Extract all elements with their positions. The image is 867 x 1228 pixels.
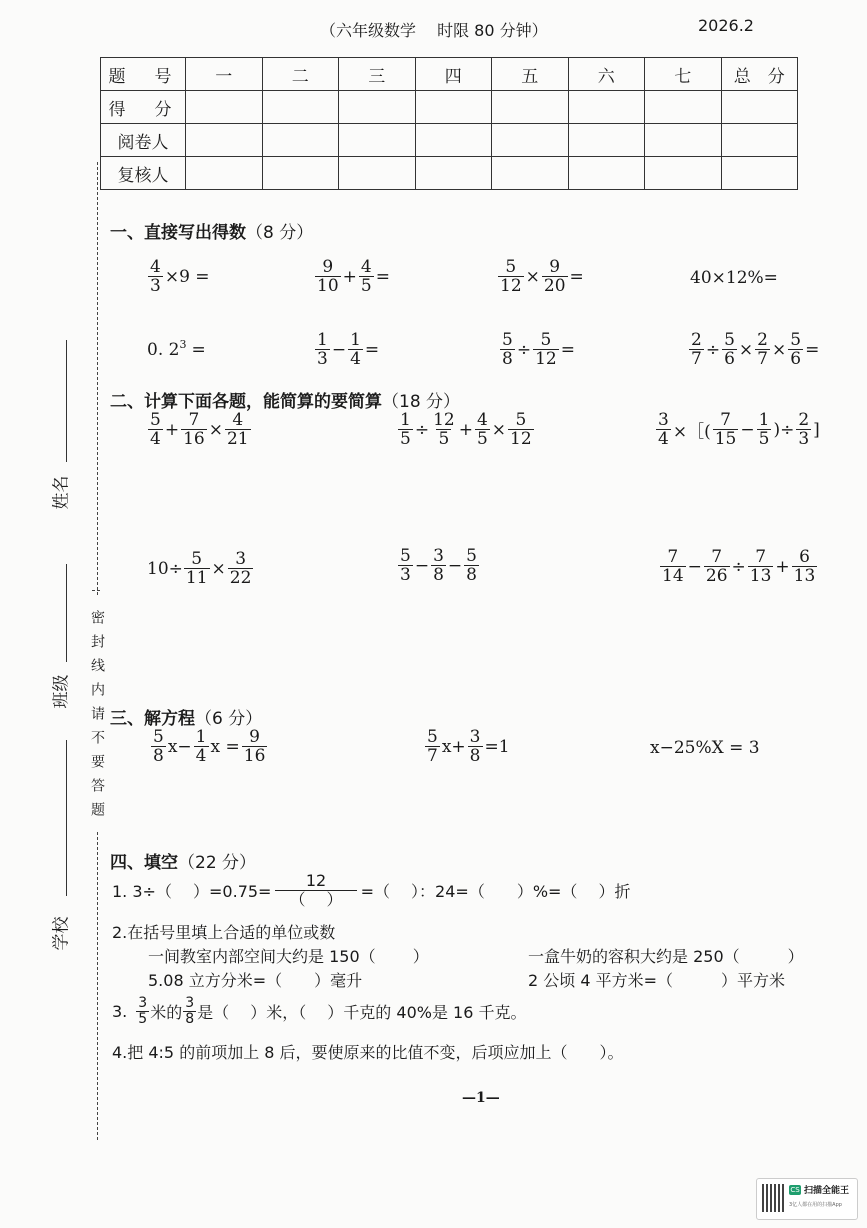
denominator: 8 <box>185 1011 195 1027</box>
numerator: 5 <box>502 330 513 350</box>
numerator: 7 <box>188 410 200 430</box>
col-header: 二 <box>262 58 339 91</box>
section-3-heading: 三、解方程 <box>110 709 195 729</box>
qr-code-icon <box>762 1184 784 1212</box>
fraction <box>425 728 440 765</box>
fraction <box>755 331 770 368</box>
reviewer-cell[interactable] <box>339 157 416 190</box>
operator: x = <box>210 736 240 757</box>
fraction <box>183 996 196 1027</box>
fraction <box>475 411 490 448</box>
answer-blank[interactable]: （ ） <box>275 890 356 909</box>
section-4-points: （22 分） <box>178 853 257 873</box>
operator: = <box>569 266 584 287</box>
denominator: 20 <box>543 276 566 296</box>
numerator: 4 <box>360 257 372 277</box>
numerator: 2 <box>798 410 810 430</box>
operator: × <box>525 266 540 287</box>
operator: x− <box>167 736 192 757</box>
numerator: 5 <box>400 546 411 566</box>
denominator: 4 <box>195 746 207 766</box>
s2-item-b <box>397 411 535 448</box>
s3-equation-a <box>150 728 268 765</box>
numerator: 3 <box>658 410 669 430</box>
operator: × <box>771 339 787 360</box>
s4-question-2c: 5.08 立方分米=（ ）毫升 <box>148 971 363 990</box>
operator: × <box>208 419 223 440</box>
row-header: 得 分 <box>101 91 186 124</box>
operator: x+ <box>441 736 466 757</box>
fraction <box>722 331 737 368</box>
fraction <box>757 411 772 448</box>
grader-row <box>101 124 798 157</box>
col-header: 七 <box>645 58 722 91</box>
section-4-heading: 四、填空 <box>110 853 178 873</box>
question-text: =（ ）：24=（ ）%=（ ）折 <box>360 882 631 901</box>
denominator: 8 <box>469 746 481 766</box>
fraction <box>656 411 671 448</box>
row-header: 复核人 <box>101 157 186 190</box>
grader-cell[interactable] <box>339 124 416 157</box>
col-header: 六 <box>568 58 645 91</box>
s2-item-c <box>655 411 821 448</box>
fraction <box>660 548 686 585</box>
operator: ] <box>813 419 820 440</box>
seal-dashed-line-upper <box>97 162 98 595</box>
numerator: 2 <box>757 330 768 350</box>
operator: = <box>805 339 820 360</box>
numerator: 12 <box>433 410 455 430</box>
fraction <box>148 258 163 295</box>
denominator: 16 <box>183 429 205 449</box>
s1-item-c <box>497 258 585 295</box>
s2-item-a <box>147 411 252 448</box>
numerator: 2 <box>691 330 702 350</box>
denominator: 12 <box>535 349 557 369</box>
score-cell[interactable] <box>186 91 263 124</box>
s1-item-a <box>147 258 211 295</box>
school-write-line[interactable] <box>66 740 67 896</box>
col-header: 四 <box>415 58 492 91</box>
denominator: 21 <box>226 429 249 449</box>
s4-question-2a: 一间教室内部空间大约是 150（ ） <box>148 947 429 966</box>
numerator: 5 <box>466 546 477 566</box>
question-number: 3. <box>112 1002 128 1021</box>
fraction <box>792 548 818 585</box>
score-cell[interactable] <box>721 91 798 124</box>
fraction <box>431 547 446 584</box>
numerator: 1 <box>195 727 207 747</box>
numerator: 1 <box>350 330 361 350</box>
numerator: 7 <box>720 410 731 430</box>
s2-item-e <box>397 547 480 584</box>
score-cell[interactable] <box>568 91 645 124</box>
denominator: 4 <box>150 429 161 449</box>
reviewer-cell[interactable] <box>186 157 263 190</box>
fraction <box>464 547 479 584</box>
denominator: 14 <box>662 566 684 586</box>
fraction <box>136 996 149 1027</box>
numerator: 5 <box>724 330 735 350</box>
class-write-line[interactable] <box>66 564 67 662</box>
s4-question-1 <box>112 872 631 909</box>
operator: ÷ <box>731 556 746 577</box>
grader-cell[interactable] <box>262 124 339 157</box>
score-cell[interactable] <box>492 91 569 124</box>
expr-text: 10÷ <box>147 558 183 579</box>
grader-cell[interactable] <box>415 124 492 157</box>
fraction <box>348 331 363 368</box>
scanner-watermark <box>756 1178 858 1220</box>
grader-cell[interactable] <box>568 124 645 157</box>
operator: + <box>342 266 357 287</box>
operator: − <box>447 555 463 576</box>
numerator: 4 <box>232 410 244 430</box>
operator: ×［( <box>672 422 711 442</box>
fraction <box>704 548 730 585</box>
fraction <box>508 411 534 448</box>
fraction <box>275 872 356 909</box>
section-2-points: （18 分） <box>382 392 461 412</box>
operator: ÷ <box>414 419 430 440</box>
numerator: 5 <box>191 549 203 569</box>
score-cell[interactable] <box>262 91 339 124</box>
numerator: 5 <box>790 330 802 350</box>
numerator: 3 <box>469 727 481 747</box>
denominator: 8 <box>153 746 164 766</box>
s4-question-4: 4.把 4:5 的前项加上 8 后，要使原来的比值不变，后项应加上（ ）。 <box>112 1043 624 1062</box>
seal-dashed-line-lower <box>97 832 98 1140</box>
exam-date: 2026.2 <box>698 16 754 35</box>
fraction <box>713 411 739 448</box>
denominator: 6 <box>790 349 802 369</box>
fraction <box>148 411 163 448</box>
exponent: 3 <box>179 338 187 351</box>
s2-item-f <box>659 548 818 585</box>
section-1-heading: 一、直接写出得数 <box>110 223 246 243</box>
fraction <box>542 258 568 295</box>
fraction <box>359 258 374 295</box>
denominator: 3 <box>400 565 411 585</box>
reviewer-cell[interactable] <box>262 157 339 190</box>
fraction <box>533 331 559 368</box>
numerator: 9 <box>249 727 260 747</box>
operator: + <box>458 419 473 440</box>
denominator: 4 <box>658 429 669 449</box>
grader-cell[interactable] <box>186 124 263 157</box>
denominator: 8 <box>466 565 477 585</box>
numerator: 5 <box>515 410 527 430</box>
numerator: 4 <box>476 410 488 430</box>
denominator: 15 <box>714 429 737 449</box>
s4-question-2b: 一盒牛奶的容积大约是 250（ ） <box>528 947 804 966</box>
denominator: 4 <box>350 349 361 369</box>
denominator: 5 <box>138 1011 148 1027</box>
operator: − <box>687 556 702 577</box>
row-header: 阅卷人 <box>101 124 186 157</box>
expr-text: ×9 = <box>164 266 210 287</box>
operator: )÷ <box>773 419 795 440</box>
numerator: 3 <box>185 995 195 1011</box>
denominator: 12 <box>510 429 532 449</box>
section-2-heading: 二、计算下面各题，能简算的要简算 <box>110 392 382 412</box>
denominator: 7 <box>691 349 702 369</box>
s4-question-3 <box>112 996 526 1027</box>
numerator: 9 <box>549 257 561 277</box>
denominator: 16 <box>243 746 266 766</box>
fraction <box>184 550 210 587</box>
fraction <box>468 728 483 765</box>
numerator: 9 <box>322 257 334 277</box>
fraction <box>181 411 207 448</box>
numerator: 12 <box>305 871 327 890</box>
denominator: 8 <box>502 349 513 369</box>
cs-logo-icon: CS <box>790 1186 800 1194</box>
s1-item-d: 40×12%= <box>690 268 778 288</box>
section-4-title <box>110 848 256 873</box>
section-1-title <box>110 218 313 243</box>
question-text: 是（ ）米，（ ）千克的 40%是 16 千克。 <box>197 1003 527 1022</box>
exam-header-title: （六年级数学 时限 80 分钟） <box>320 21 548 40</box>
seal-warning-text: 密封线内请不要答题 <box>89 610 105 826</box>
fraction <box>498 258 524 295</box>
denominator: 12 <box>500 276 522 296</box>
operator: × <box>738 339 754 360</box>
denominator: 5 <box>758 429 770 449</box>
score-cell[interactable] <box>415 91 492 124</box>
col-header: 三 <box>339 58 416 91</box>
denominator: 11 <box>185 568 208 588</box>
denominator: 5 <box>400 429 411 449</box>
denominator: 5 <box>476 429 488 449</box>
fraction <box>194 728 209 765</box>
score-row <box>101 91 798 124</box>
operator: − <box>331 339 347 360</box>
fraction <box>315 258 341 295</box>
s1-item-g <box>499 331 576 368</box>
reviewer-row <box>101 157 798 190</box>
page-number: —1— <box>462 1090 500 1106</box>
fraction <box>748 548 774 585</box>
denominator: 3 <box>317 349 328 369</box>
numerator: 7 <box>711 547 723 567</box>
reviewer-cell[interactable] <box>721 157 798 190</box>
s1-item-e <box>147 340 207 360</box>
reviewer-cell[interactable] <box>645 157 722 190</box>
col-header: 题 号 <box>101 58 186 91</box>
s3-equation-b <box>424 728 511 765</box>
numerator: 3 <box>433 546 444 566</box>
question-text: 米的 <box>150 1003 183 1022</box>
class-label: 班级 <box>51 674 72 709</box>
fraction <box>225 411 251 448</box>
numerator: 5 <box>153 727 164 747</box>
denominator: 8 <box>433 565 444 585</box>
operator: − <box>740 419 755 440</box>
denominator: 7 <box>427 746 438 766</box>
scanner-brand: 扫描全能王 <box>804 1186 850 1196</box>
operator: + <box>775 556 790 577</box>
reviewer-cell[interactable] <box>492 157 569 190</box>
denominator: 26 <box>705 566 728 586</box>
fraction <box>500 331 515 368</box>
col-header: 总 分 <box>721 58 798 91</box>
denominator: 3 <box>798 429 810 449</box>
numerator: 1 <box>317 330 328 350</box>
score-cell[interactable] <box>645 91 722 124</box>
fraction <box>151 728 166 765</box>
name-write-line[interactable] <box>66 340 67 462</box>
operator: ÷ <box>516 339 532 360</box>
numerator: 6 <box>799 547 810 567</box>
denominator: 10 <box>317 276 339 296</box>
operator: × <box>491 419 507 440</box>
numerator: 3 <box>138 995 148 1011</box>
s1-item-b <box>314 258 391 295</box>
operator: − <box>414 555 430 576</box>
numerator: 4 <box>150 257 161 277</box>
operator: ÷ <box>705 339 721 360</box>
fraction <box>431 411 457 448</box>
operator: = <box>364 339 380 360</box>
denominator: 5 <box>438 429 450 449</box>
numerator: 5 <box>505 257 517 277</box>
s3-equation-c: x−25%X = 3 <box>650 738 760 758</box>
operator: = <box>560 339 575 360</box>
s4-question-2-title: 2.在括号里填上合适的单位或数 <box>112 923 336 942</box>
operator: = <box>375 266 390 287</box>
reviewer-cell[interactable] <box>415 157 492 190</box>
section-3-points: （6 分） <box>195 709 263 729</box>
operator: × <box>211 558 226 579</box>
fraction <box>242 728 268 765</box>
s4-question-2d: 2 公顷 4 平方米=（ ）平方米 <box>528 971 786 990</box>
denominator: 6 <box>724 349 735 369</box>
denominator: 5 <box>360 276 372 296</box>
s1-item-f <box>314 331 380 368</box>
seal-dashed-tick <box>92 590 100 591</box>
col-header: 一 <box>186 58 263 91</box>
operator: =1 <box>484 736 510 757</box>
denominator: 13 <box>793 566 816 586</box>
s2-item-d <box>147 550 254 587</box>
fraction <box>689 331 704 368</box>
numerator: 1 <box>400 410 411 430</box>
operator: + <box>164 419 180 440</box>
grader-cell[interactable] <box>492 124 569 157</box>
expr-base: 0. 2 <box>147 340 180 360</box>
score-table-header-row <box>101 58 798 91</box>
grader-cell[interactable] <box>721 124 798 157</box>
score-table <box>100 57 798 190</box>
denominator: 7 <box>757 349 768 369</box>
fraction <box>398 547 413 584</box>
section-1-points: （8 分） <box>246 223 314 243</box>
score-cell[interactable] <box>339 91 416 124</box>
s1-item-h <box>688 331 820 368</box>
fraction <box>796 411 811 448</box>
numerator: 5 <box>150 410 161 430</box>
col-header: 五 <box>492 58 569 91</box>
numerator: 5 <box>427 727 438 747</box>
section-3-title <box>110 704 262 729</box>
grader-cell[interactable] <box>645 124 722 157</box>
fraction <box>788 331 803 368</box>
section-2-title <box>110 387 460 412</box>
denominator: 22 <box>229 568 252 588</box>
question-text: 1. 3÷（ ）=0.75= <box>112 882 272 901</box>
denominator: 3 <box>150 276 161 296</box>
numerator: 7 <box>667 547 679 567</box>
fraction <box>315 331 330 368</box>
reviewer-cell[interactable] <box>568 157 645 190</box>
fraction <box>398 411 413 448</box>
numerator: 5 <box>540 330 552 350</box>
scanner-tagline: 3亿人都在用的扫描App <box>789 1202 842 1208</box>
fraction <box>228 550 254 587</box>
numerator: 1 <box>758 410 770 430</box>
numerator: 7 <box>755 547 767 567</box>
operator: = <box>191 340 206 360</box>
denominator: 13 <box>749 566 772 586</box>
school-label: 学校 <box>51 916 72 951</box>
numerator: 3 <box>235 549 247 569</box>
name-label: 姓名 <box>51 475 72 510</box>
